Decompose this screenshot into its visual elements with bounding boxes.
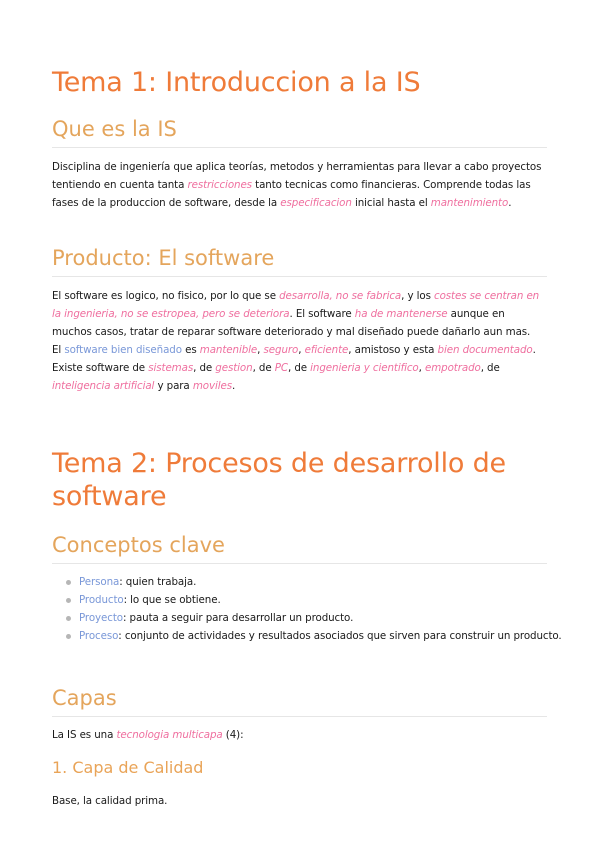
term-pc: PC <box>274 362 288 374</box>
item-desc: : pauta a seguir para desarrollar un producto. <box>122 612 354 624</box>
item-desc: : conjunto de actividades y resultados asociados que sirven para construir un producto. <box>118 630 562 642</box>
producto-paragraph-3 <box>52 359 547 395</box>
list-item <box>79 573 574 591</box>
list-item <box>79 591 574 609</box>
tema1-title: Tema 1: Introduccion a la IS <box>52 67 421 98</box>
text-run: es <box>181 344 200 356</box>
item-desc: : quien trabaja. <box>119 576 197 588</box>
term-proceso: Proceso <box>79 630 119 642</box>
term-sistemas: sistemas <box>148 362 194 374</box>
term-persona: Persona <box>79 576 120 588</box>
text-run: (4): <box>222 729 244 741</box>
term-ia: inteligencia artificial <box>52 380 155 392</box>
term-desarrolla: desarrolla, no se fabrica <box>279 290 402 302</box>
term-mantenible: mantenible <box>199 344 258 356</box>
term-seguro: seguro <box>263 344 299 356</box>
conceptos-list <box>52 573 574 645</box>
term-moviles: moviles <box>192 380 232 392</box>
text-run: El software es logico, no fisico, por lo que se <box>52 290 280 302</box>
term-mantenimiento: mantenimiento <box>430 197 509 209</box>
term-empotrado: empotrado <box>424 362 481 374</box>
term-ingenieria: ingenieria y cientifico <box>310 362 419 374</box>
producto-paragraphs <box>52 287 547 395</box>
text-run: Existe software de <box>52 362 149 374</box>
text-run: , de <box>287 362 311 374</box>
item-desc: : lo que se obtiene. <box>123 594 221 606</box>
text-run: inicial hasta el <box>351 197 431 209</box>
text-run: , de <box>252 362 275 374</box>
capas-heading: Capas <box>52 685 547 717</box>
text-run: Disciplina de ingeniería que aplica teorías, metodos y herramientas para llevar a cabo proyectos tentiendo en cuenta tanta <box>52 161 542 191</box>
text-run: . El software <box>289 308 355 320</box>
conceptos-heading: Conceptos clave <box>52 532 547 564</box>
capas-paragraph <box>52 726 547 744</box>
text-run: tanto tecnicas como financieras. Comprende todas las fases de la produccion de software, desde la <box>52 179 531 209</box>
text-run: , <box>418 362 425 374</box>
producto-heading: Producto: El software <box>52 245 547 277</box>
term-gestion: gestion <box>215 362 253 374</box>
text-run: , y los <box>401 290 435 302</box>
que-es-paragraph <box>52 158 547 212</box>
text-run: , de <box>193 362 216 374</box>
term-bien-disenado: software bien diseñado <box>64 344 182 356</box>
term-mantenerse: ha de mantenerse <box>354 308 448 320</box>
text-run: , de <box>480 362 500 374</box>
term-especificacion: especificacion <box>280 197 352 209</box>
term-producto: Producto <box>79 594 124 606</box>
term-multicapa: tecnologia multicapa <box>116 729 223 741</box>
calidad-paragraph: Base, la calidad prima. <box>52 795 168 807</box>
term-restricciones: restricciones <box>187 179 252 191</box>
list-item <box>79 609 574 627</box>
calidad-heading: 1. Capa de Calidad <box>52 758 204 777</box>
term-documentado: bien documentado <box>437 344 533 356</box>
text-run: El <box>52 344 65 356</box>
text-run: , <box>257 344 264 356</box>
producto-paragraph-1 <box>52 287 547 341</box>
term-proyecto: Proyecto <box>79 612 123 624</box>
term-costes: costes se centran en la ingenieria, no se estropea, pero se deteriora <box>52 290 540 320</box>
text-run: aunque en muchos casos, tratar de reparar software deteriorado y mal diseñado puede dañarlo aun mas. <box>52 308 531 338</box>
text-run: , <box>298 344 305 356</box>
producto-paragraph-2 <box>52 341 547 359</box>
text-run: . <box>231 380 236 392</box>
list-item <box>79 627 574 645</box>
text-run: y para <box>154 380 193 392</box>
text-run: . <box>532 344 536 356</box>
text-run: La IS es una <box>52 729 117 741</box>
text-run: . <box>508 197 512 209</box>
text-run: , amistoso y esta <box>348 344 438 356</box>
tema2-title: Tema 2: Procesos de desarrollo de software <box>52 448 506 512</box>
que-es-heading: Que es la IS <box>52 116 547 148</box>
term-eficiente: eficiente <box>304 344 349 356</box>
